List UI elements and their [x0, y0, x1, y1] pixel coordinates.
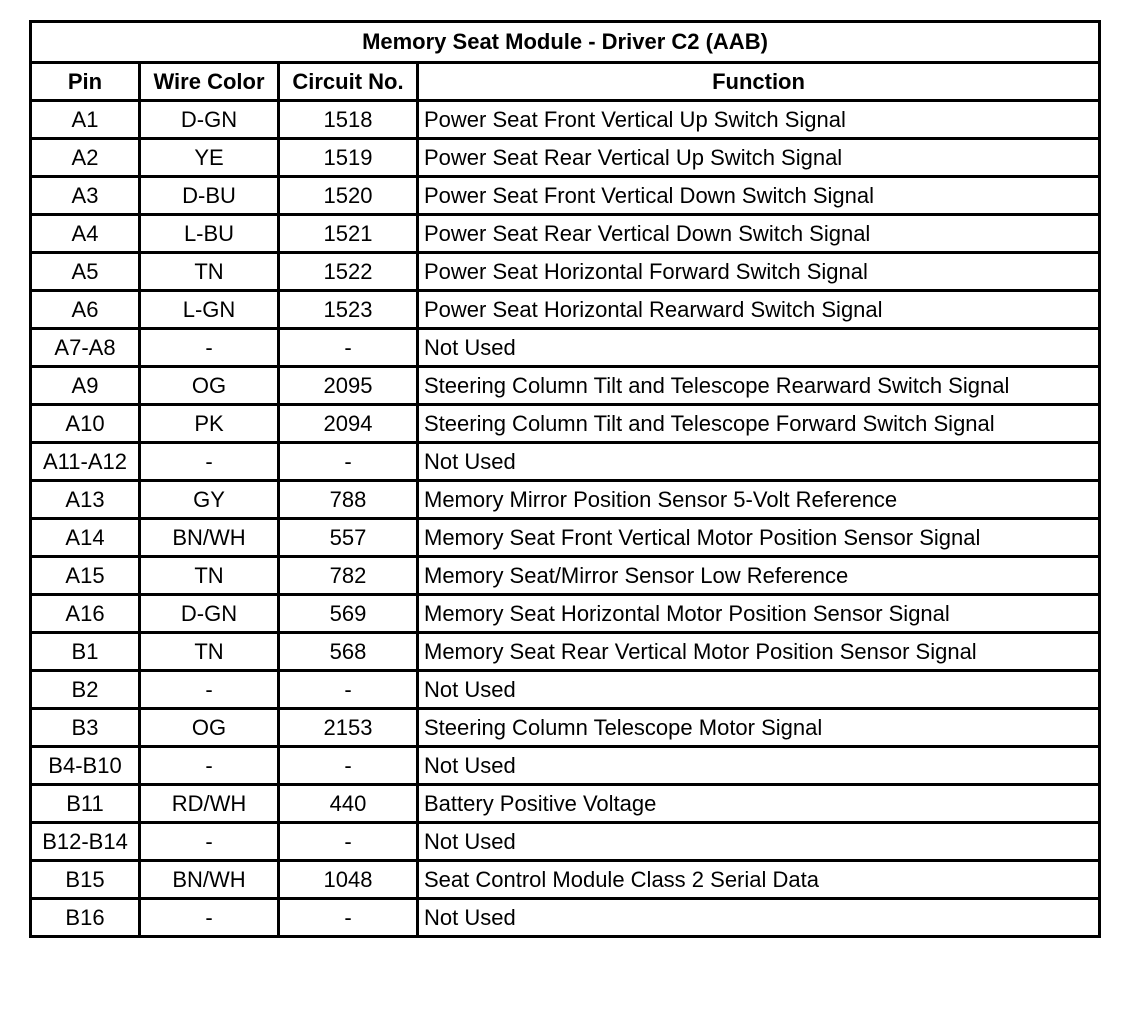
table-body: [31, 101, 1100, 937]
pin-cell: B4-B10: [31, 747, 140, 785]
function-cell: Power Seat Front Vertical Up Switch Signal: [418, 101, 1100, 139]
function-cell: Not Used: [418, 443, 1100, 481]
table-row: [31, 253, 1100, 291]
wire-color-cell: YE: [140, 139, 279, 177]
circuit-no-cell: 1519: [279, 139, 418, 177]
pin-cell: A10: [31, 405, 140, 443]
circuit-no-cell: 1523: [279, 291, 418, 329]
function-cell: Seat Control Module Class 2 Serial Data: [418, 861, 1100, 899]
circuit-no-cell: 2153: [279, 709, 418, 747]
table-row: [31, 139, 1100, 177]
table-row: [31, 747, 1100, 785]
table-row: [31, 709, 1100, 747]
table-row: [31, 633, 1100, 671]
pin-cell: A3: [31, 177, 140, 215]
wire-color-cell: RD/WH: [140, 785, 279, 823]
pin-cell: A1: [31, 101, 140, 139]
function-cell: Memory Seat Front Vertical Motor Position Sensor Signal: [418, 519, 1100, 557]
wire-color-cell: -: [140, 329, 279, 367]
circuit-no-cell: -: [279, 899, 418, 937]
circuit-no-cell: 557: [279, 519, 418, 557]
function-cell: Not Used: [418, 899, 1100, 937]
wire-color-cell: -: [140, 823, 279, 861]
title-row: [31, 22, 1100, 63]
table-row: [31, 443, 1100, 481]
circuit-no-cell: -: [279, 671, 418, 709]
function-cell: Memory Seat Rear Vertical Motor Position Sensor Signal: [418, 633, 1100, 671]
pin-cell: A4: [31, 215, 140, 253]
pin-cell: A5: [31, 253, 140, 291]
circuit-no-cell: 2095: [279, 367, 418, 405]
circuit-no-cell: 440: [279, 785, 418, 823]
wire-color-cell: BN/WH: [140, 861, 279, 899]
table-row: [31, 329, 1100, 367]
function-cell: Memory Seat/Mirror Sensor Low Reference: [418, 557, 1100, 595]
wire-color-cell: TN: [140, 253, 279, 291]
function-cell: Steering Column Telescope Motor Signal: [418, 709, 1100, 747]
header-pin: Pin: [31, 63, 140, 101]
wire-color-cell: -: [140, 671, 279, 709]
wire-color-cell: PK: [140, 405, 279, 443]
circuit-no-cell: 1522: [279, 253, 418, 291]
function-cell: Battery Positive Voltage: [418, 785, 1100, 823]
pin-cell: B15: [31, 861, 140, 899]
table-row: [31, 177, 1100, 215]
table-row: [31, 823, 1100, 861]
function-cell: Not Used: [418, 671, 1100, 709]
table-row: [31, 405, 1100, 443]
table-row: [31, 101, 1100, 139]
pin-cell: B1: [31, 633, 140, 671]
header-row: [31, 63, 1100, 101]
pin-cell: A9: [31, 367, 140, 405]
pin-cell: B2: [31, 671, 140, 709]
table-row: [31, 899, 1100, 937]
wire-color-cell: L-GN: [140, 291, 279, 329]
table-row: [31, 215, 1100, 253]
wire-color-cell: -: [140, 747, 279, 785]
circuit-no-cell: 1521: [279, 215, 418, 253]
function-cell: Power Seat Front Vertical Down Switch Signal: [418, 177, 1100, 215]
function-cell: Steering Column Tilt and Telescope Rearward Switch Signal: [418, 367, 1100, 405]
function-cell: Not Used: [418, 823, 1100, 861]
table-row: [31, 519, 1100, 557]
pin-cell: B11: [31, 785, 140, 823]
pin-cell: A11-A12: [31, 443, 140, 481]
pin-cell: A14: [31, 519, 140, 557]
circuit-no-cell: -: [279, 747, 418, 785]
table-row: [31, 861, 1100, 899]
circuit-no-cell: 1520: [279, 177, 418, 215]
wire-color-cell: BN/WH: [140, 519, 279, 557]
wire-color-cell: OG: [140, 709, 279, 747]
circuit-no-cell: 569: [279, 595, 418, 633]
pin-cell: B3: [31, 709, 140, 747]
pin-cell: A6: [31, 291, 140, 329]
function-cell: Not Used: [418, 329, 1100, 367]
wire-color-cell: TN: [140, 633, 279, 671]
table-row: [31, 785, 1100, 823]
wire-color-cell: OG: [140, 367, 279, 405]
header-wire-color: Wire Color: [140, 63, 279, 101]
table-row: [31, 671, 1100, 709]
wire-color-cell: D-BU: [140, 177, 279, 215]
function-cell: Power Seat Rear Vertical Down Switch Signal: [418, 215, 1100, 253]
table-row: [31, 557, 1100, 595]
circuit-no-cell: -: [279, 443, 418, 481]
function-cell: Not Used: [418, 747, 1100, 785]
function-cell: Steering Column Tilt and Telescope Forward Switch Signal: [418, 405, 1100, 443]
table-row: [31, 481, 1100, 519]
table-row: [31, 595, 1100, 633]
pin-cell: A16: [31, 595, 140, 633]
wire-color-cell: L-BU: [140, 215, 279, 253]
circuit-no-cell: -: [279, 329, 418, 367]
function-cell: Power Seat Horizontal Rearward Switch Signal: [418, 291, 1100, 329]
table-row: [31, 291, 1100, 329]
table-row: [31, 367, 1100, 405]
function-cell: Memory Seat Horizontal Motor Position Sensor Signal: [418, 595, 1100, 633]
circuit-no-cell: 1048: [279, 861, 418, 899]
circuit-no-cell: -: [279, 823, 418, 861]
wire-color-cell: D-GN: [140, 595, 279, 633]
wire-color-cell: -: [140, 443, 279, 481]
pin-cell: B12-B14: [31, 823, 140, 861]
table-title: Memory Seat Module - Driver C2 (AAB): [31, 22, 1100, 63]
circuit-no-cell: 1518: [279, 101, 418, 139]
wire-color-cell: TN: [140, 557, 279, 595]
circuit-no-cell: 2094: [279, 405, 418, 443]
function-cell: Power Seat Rear Vertical Up Switch Signal: [418, 139, 1100, 177]
pin-cell: B16: [31, 899, 140, 937]
pin-cell: A15: [31, 557, 140, 595]
connector-table: [29, 20, 1101, 938]
pin-cell: A13: [31, 481, 140, 519]
header-function: Function: [418, 63, 1100, 101]
circuit-no-cell: 782: [279, 557, 418, 595]
pin-cell: A2: [31, 139, 140, 177]
header-circuit-no: Circuit No.: [279, 63, 418, 101]
wire-color-cell: -: [140, 899, 279, 937]
pin-cell: A7-A8: [31, 329, 140, 367]
wire-color-cell: D-GN: [140, 101, 279, 139]
function-cell: Memory Mirror Position Sensor 5-Volt Reference: [418, 481, 1100, 519]
function-cell: Power Seat Horizontal Forward Switch Signal: [418, 253, 1100, 291]
circuit-no-cell: 568: [279, 633, 418, 671]
wire-color-cell: GY: [140, 481, 279, 519]
circuit-no-cell: 788: [279, 481, 418, 519]
